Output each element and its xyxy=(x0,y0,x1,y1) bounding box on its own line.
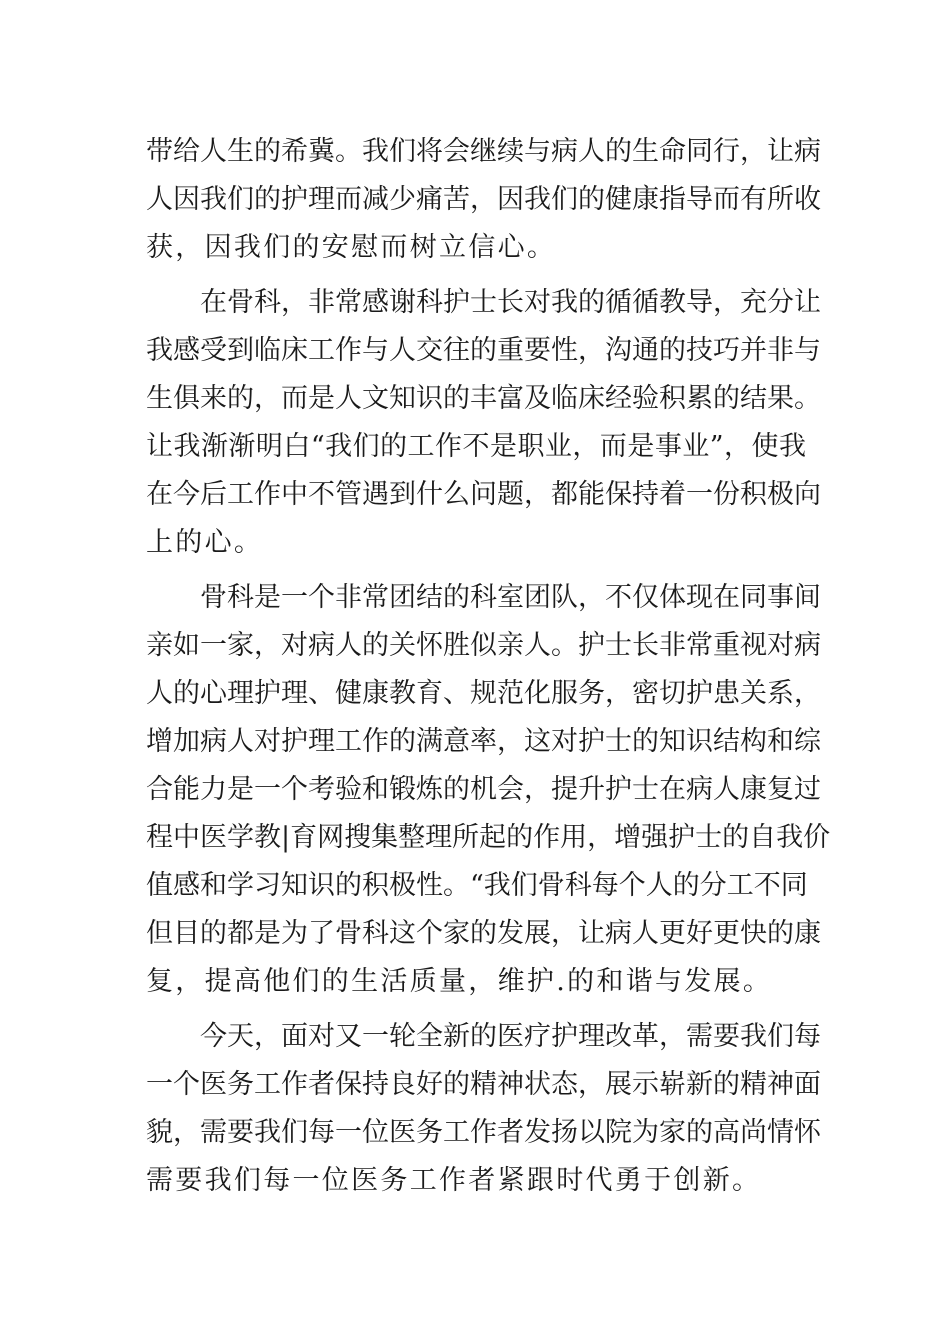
paragraph-4-line-4: 需要我们每一位医务工作者紧跟时代勇于创新。 xyxy=(146,1165,762,1196)
paragraph-4-line-3: 貌，需要我们每一位医务工作者发扬以院为家的高尚情怀 xyxy=(146,1117,821,1148)
paragraph-2-line-5: 在今后工作中不管遇到什么问题，都能保持着一份积极向 xyxy=(146,479,821,510)
paragraph-4-line-2: 一个医务工作者保持良好的精神状态，展示崭新的精神面 xyxy=(146,1069,821,1100)
paragraph-1-line-3: 获，因我们的安慰而树立信心。 xyxy=(146,232,557,263)
paragraph-2-line-1: 在骨科，非常感谢科护士长对我的循循教导，充分让 xyxy=(200,287,821,318)
paragraph-2-line-4: 让我渐渐明白“我们的工作不是职业，而是事业”，使我 xyxy=(146,431,806,462)
paragraph-2-line-6: 上的心。 xyxy=(146,527,264,558)
paragraph-3-line-6: 程中医学教|育网搜集整理所起的作用，增强护士的自我价 xyxy=(146,822,831,853)
paragraph-3-line-3: 人的心理护理、健康教育、规范化服务，密切护患关系， xyxy=(146,678,821,709)
paragraph-3-line-8: 但目的都是为了骨科这个家的发展，让病人更好更快的康 xyxy=(146,918,821,949)
paragraph-1-line-2: 人因我们的护理而减少痛苦，因我们的健康指导而有所收 xyxy=(146,184,821,215)
paragraph-3-line-4: 增加病人对护理工作的满意率，这对护士的知识结构和综 xyxy=(146,726,821,757)
paragraph-4-line-1: 今天，面对又一轮全新的医疗护理改革，需要我们每 xyxy=(200,1021,821,1052)
paragraph-3-line-5: 合能力是一个考验和锻炼的机会，提升护士在病人康复过 xyxy=(146,774,821,805)
paragraph-3-line-9: 复，提高他们的生活质量，维护.的和谐与发展。 xyxy=(146,966,773,997)
paragraph-1-line-1: 带给人生的希冀。我们将会继续与病人的生命同行，让病 xyxy=(146,136,821,167)
paragraph-2-line-2: 我感受到临床工作与人交往的重要性，沟通的技巧并非与 xyxy=(146,335,821,366)
paragraph-2-line-3: 生俱来的，而是人文知识的丰富及临床经验积累的结果。 xyxy=(146,383,821,414)
paragraph-3-line-2: 亲如一家，对病人的关怀胜似亲人。护士长非常重视对病 xyxy=(146,630,821,661)
paragraph-3-line-7: 值感和学习知识的积极性。“我们骨科每个人的分工不同 xyxy=(146,870,808,901)
paragraph-3-line-1: 骨科是一个非常团结的科室团队，不仅体现在同事间 xyxy=(200,582,821,613)
